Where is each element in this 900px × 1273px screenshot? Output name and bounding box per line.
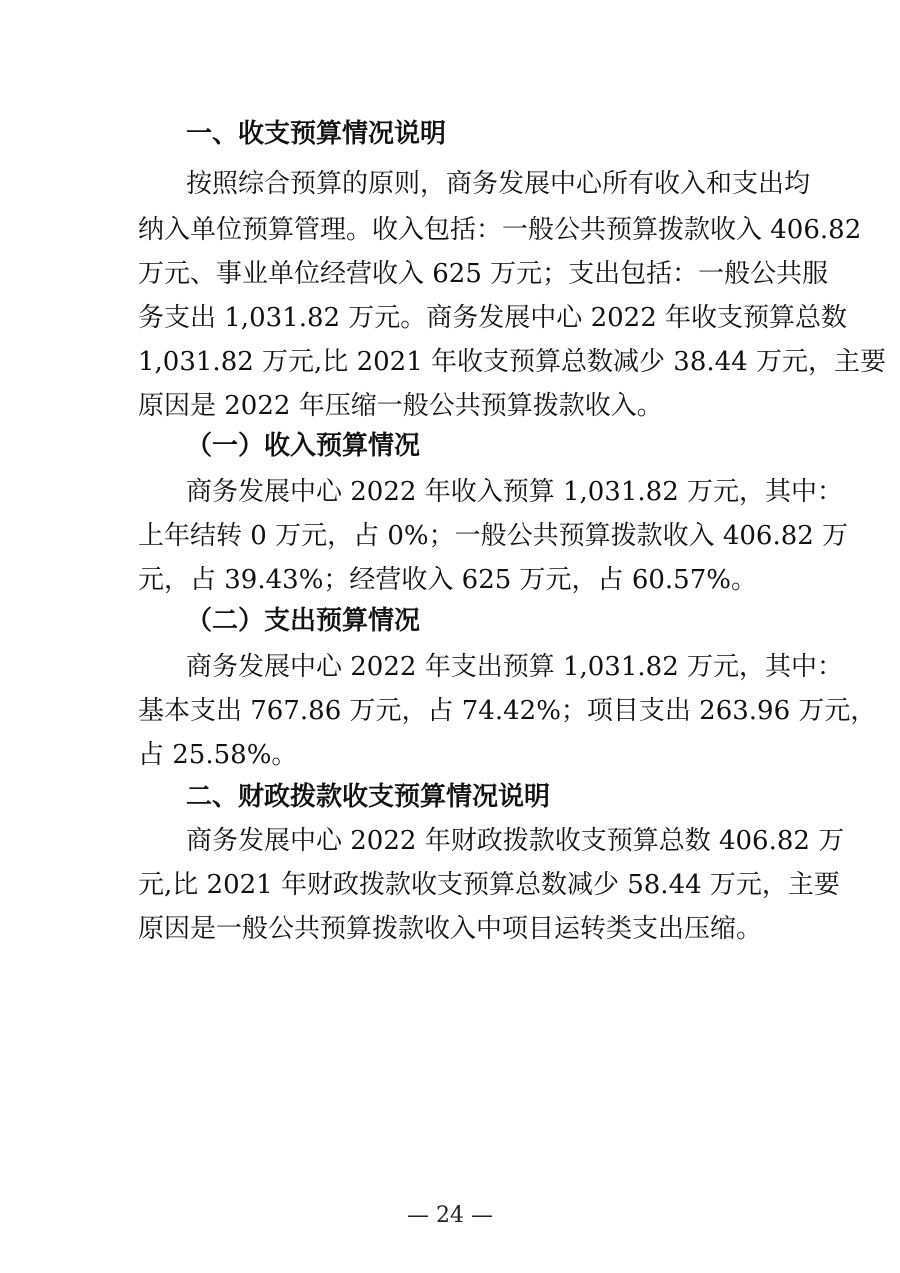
paragraph-line: 上年结转 0 万元，占 0%；一般公共预算拨款收入 406.82 万 [138, 521, 849, 551]
paragraph-line: 1,031.82 万元,比 2021 年收支预算总数减少 38.44 万元，主要 [138, 347, 886, 377]
paragraph-line: 占 25.58%。 [138, 740, 298, 770]
paragraph-line: 商务发展中心 2022 年财政拨款收支预算总数 406.82 万 [186, 826, 845, 856]
subsection1-heading: （一）收入预算情况 [186, 431, 421, 461]
page-number: — 24 — [407, 1203, 493, 1228]
paragraph-line: 元，占 39.43%；经营收入 625 万元，占 60.57%。 [138, 565, 757, 595]
paragraph-line: 原因是 2022 年压缩一般公共预算拨款收入。 [138, 391, 663, 421]
section2-heading: 二、财政拨款收支预算情况说明 [186, 782, 551, 812]
paragraph-line: 纳入单位预算管理。收入包括：一般公共预算拨款收入 406.82 [138, 215, 862, 245]
paragraph-line: 万元、事业单位经营收入 625 万元；支出包括：一般公共服 [138, 259, 829, 289]
paragraph-line: 原因是一般公共预算拨款收入中项目运转类支出压缩。 [138, 914, 763, 944]
paragraph-line: 元,比 2021 年财政拨款收支预算总数减少 58.44 万元，主要 [138, 870, 840, 900]
paragraph-line: 务支出 1,031.82 万元。商务发展中心 2022 年收支预算总数 [138, 303, 848, 333]
paragraph-line: 商务发展中心 2022 年收入预算 1,031.82 万元，其中： [186, 477, 844, 507]
subsection2-heading: （二）支出预算情况 [186, 606, 421, 636]
paragraph-line: 商务发展中心 2022 年支出预算 1,031.82 万元，其中： [186, 652, 844, 682]
section1-heading: 一、收支预算情况说明 [186, 119, 447, 149]
paragraph-line: 按照综合预算的原则，商务发展中心所有收入和支出均 [186, 169, 811, 199]
paragraph-line: 基本支出 767.86 万元，占 74.42%；项目支出 263.96 万元， [138, 696, 877, 726]
